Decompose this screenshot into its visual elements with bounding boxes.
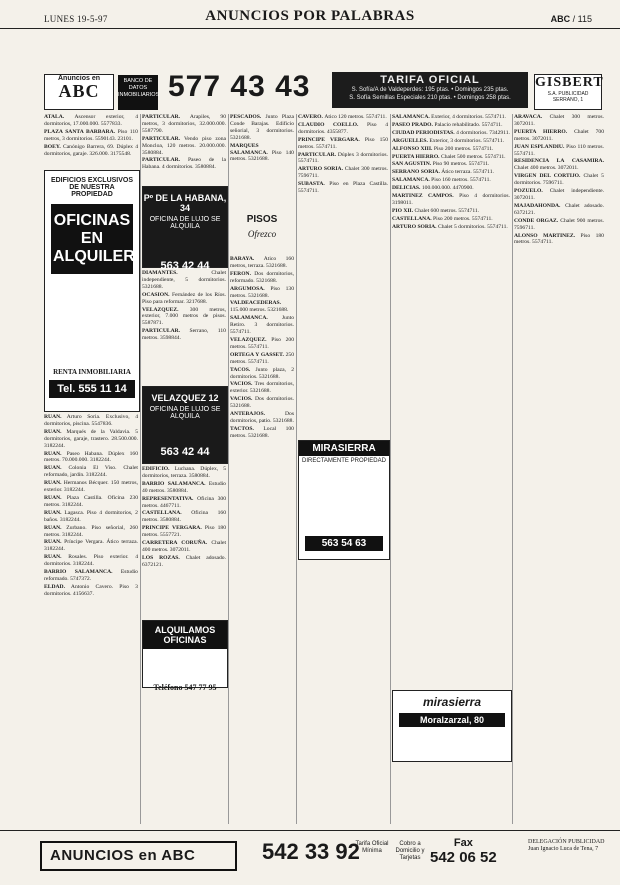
classified-listing bbox=[298, 166, 388, 180]
listing-keyword: BOEY. bbox=[44, 143, 61, 150]
column-divider bbox=[512, 114, 513, 824]
listing-text: Piso 200 metros. 5574711. bbox=[433, 145, 494, 152]
classified-listing bbox=[230, 114, 294, 142]
listing-keyword: ELDAD. bbox=[44, 583, 65, 590]
classified-listing bbox=[44, 129, 138, 143]
listing-text: 115.000 metros. 5321688. bbox=[230, 307, 289, 314]
footer-delegacion: DELEGACIÓN PUBLICIDAD Juan Ignacio Luca de Tena, 7 bbox=[528, 839, 605, 852]
listing-text: Chalet 300 metros. 3072011. bbox=[514, 114, 604, 127]
mirasierra2-title: mirasierra bbox=[422, 695, 482, 709]
listing-keyword: PIO XII. bbox=[392, 207, 414, 214]
listing-keyword: SALAMANCA. bbox=[392, 114, 430, 120]
listing-keyword: PLAZA SANTA BARBARA. bbox=[44, 128, 116, 135]
listing-text: Tres dormitorios, exterior. 5321688. bbox=[230, 381, 294, 395]
ofrezco-label: Ofrezco bbox=[247, 229, 277, 239]
habana-sub: OFICINA DE LUJO SE ALQUILA bbox=[149, 216, 221, 230]
gisbert-sub: S.A. PUBLICIDAD SERRANO, 1 bbox=[547, 91, 589, 103]
column-3b bbox=[230, 256, 294, 822]
abc-small: Anuncios en bbox=[57, 75, 100, 82]
listing-keyword: DELICIAS. bbox=[392, 185, 421, 192]
listing-keyword: SAN AGUSTIN. bbox=[392, 161, 432, 168]
listing-keyword: ARTURO SORIA. bbox=[392, 223, 437, 230]
listing-text: Estudio 40 metros. 3580884. bbox=[142, 480, 226, 494]
listing-text: Paseo de la Habana. 4 dormitorios. 3580884. bbox=[142, 157, 226, 171]
oficinas-label: OFICINAS EN ALQUILER bbox=[51, 204, 133, 274]
column-4 bbox=[298, 114, 388, 434]
classified-listing bbox=[142, 496, 226, 510]
tarifa-line1: S. Sofía/A de Valdeperdes: 195 ptas. • Domingos 235 ptas. bbox=[351, 87, 509, 93]
listing-keyword: PESCADOS. bbox=[230, 114, 262, 120]
velazquez-title: VELAZQUEZ 12 bbox=[151, 393, 219, 403]
velazquez-ad bbox=[142, 386, 228, 464]
listing-text: Oficina 160 metros. 3580884. bbox=[142, 510, 226, 524]
listing-text: Príncipe Vergara. Ático terraza. 3182244. bbox=[44, 539, 138, 553]
brand: ABC bbox=[550, 14, 571, 24]
classified-listing bbox=[142, 114, 226, 135]
main-phone: 577 43 43 bbox=[168, 70, 311, 103]
listing-keyword: ALONSO MARTINEZ. bbox=[514, 232, 576, 239]
listing-text: Exterior, 4 dormitorios. 5574711. bbox=[431, 114, 506, 120]
classified-listing bbox=[44, 414, 138, 428]
listing-keyword: POZUELO. bbox=[514, 188, 543, 195]
classified-listing bbox=[142, 292, 226, 306]
moralzarzal-label: Moralzarzal, 80 bbox=[399, 713, 505, 727]
fax-label: Fax bbox=[453, 837, 473, 849]
listing-keyword: PARTICULAR. bbox=[142, 135, 181, 142]
listing-keyword: VALDEACEDERAS. bbox=[230, 300, 282, 307]
listing-keyword: CONDE ORGAZ. bbox=[514, 217, 559, 224]
listing-keyword: CAVERO. bbox=[298, 114, 323, 120]
listing-text: Dos dormitorios, patio. 5321688. bbox=[230, 411, 294, 424]
listing-text: Piso en Plaza Castilla. 5574711. bbox=[298, 181, 388, 195]
classified-listing bbox=[514, 158, 604, 172]
listing-text: Dos dormitorios, reformado. 5321688. bbox=[230, 270, 294, 284]
classified-listing bbox=[44, 525, 138, 539]
listing-text: Chalet 5 dormitorios. 7596711. bbox=[514, 173, 604, 187]
tarifa-line2: S. Sofía Semillas Especiales 210 ptas. • Domingos 258 ptas. bbox=[349, 95, 511, 101]
listing-text: Serrano, 110 metros. 3598844. bbox=[142, 328, 226, 342]
classified-listing bbox=[142, 157, 226, 171]
listing-keyword: PARTICULAR. bbox=[142, 114, 181, 120]
listing-keyword: MAJADAHONDA. bbox=[514, 202, 561, 209]
classified-listing bbox=[230, 286, 294, 300]
classified-listing bbox=[392, 146, 510, 153]
classified-listing bbox=[514, 129, 604, 143]
listing-text: Plaza Castilla. Oficina 230 metros. 3182244. bbox=[44, 494, 138, 508]
alquilamos-title: ALQUILAMOS OFICINAS bbox=[143, 621, 227, 649]
classified-listing bbox=[392, 154, 510, 161]
listing-text: 300 metros, exterior, 7.000 metros de pisos. 5587871. bbox=[142, 306, 226, 327]
listing-text: Antonio Cavero. Piso 3 dormitorios. 4156637. bbox=[44, 583, 138, 597]
listing-text: Arturo Soria. Exclusivo, 4 dormitorios, piscina. 5547836. bbox=[44, 414, 138, 427]
listing-text: Rosales. Piso exterior. 4 dormitorios. 3182244. bbox=[44, 554, 138, 568]
listing-keyword: ORTEGA Y GASSET. bbox=[230, 351, 284, 358]
abc-logo-text: ABC bbox=[58, 81, 100, 101]
habana-ad bbox=[142, 186, 228, 272]
listing-text: 4 dormitorios. 7342911. bbox=[456, 129, 510, 136]
classified-listing bbox=[298, 122, 388, 136]
listing-text: Piso 150 metros. 5574711. bbox=[298, 136, 388, 150]
renta-label: RENTA INMOBILIARIA bbox=[53, 368, 131, 376]
classified-listing bbox=[44, 144, 138, 158]
alquilamos-tel: Teléfono 547 77 95 bbox=[153, 683, 217, 692]
classified-listing bbox=[298, 114, 388, 121]
velazquez-sub: OFICINA DE LUJO SE ALQUILA bbox=[149, 406, 221, 420]
listing-keyword: PARTICULAR. bbox=[298, 151, 337, 158]
listing-keyword: SUBASTA. bbox=[298, 181, 325, 188]
listing-text: Chalet adosado. 6372121. bbox=[142, 554, 226, 568]
classified-listing bbox=[44, 480, 138, 494]
pisos-label: PISOS bbox=[246, 214, 278, 225]
listing-text: Chalet 400 metros. 3072011. bbox=[142, 540, 226, 553]
listing-text: Ascensor exterior, 4 dormitorios, 17.000.000. 5577833. bbox=[44, 114, 138, 127]
listing-text: Vendo piso zona Moncloa, 120 metros. 20.000.000. 3580884. bbox=[142, 135, 226, 156]
footer-cobro: Cobro a Domicilio y Tarjetas bbox=[395, 841, 425, 861]
mirasierra-title: MIRASIERRA bbox=[299, 441, 389, 456]
listing-text: Piso 200 metros. 5574711. bbox=[230, 336, 294, 350]
classified-listing bbox=[230, 315, 294, 336]
classified-listing bbox=[142, 307, 226, 328]
listing-text: Oficina 300 metros. 4467711. bbox=[142, 495, 226, 509]
listing-keyword: MARTINEZ CAMPOS. bbox=[392, 193, 454, 200]
listing-keyword: RUAN. bbox=[44, 494, 62, 501]
listing-keyword: SALAMANCA. bbox=[230, 315, 268, 322]
listing-keyword: PARTICULAR. bbox=[142, 328, 181, 335]
column-5 bbox=[392, 114, 510, 674]
abc-logo bbox=[44, 74, 114, 110]
classified-listing bbox=[298, 181, 388, 195]
renta-tel: Tel. 555 11 14 bbox=[49, 380, 135, 398]
listing-keyword: TACTOS. bbox=[230, 425, 254, 432]
column-divider bbox=[390, 114, 391, 824]
classified-listing bbox=[392, 208, 510, 215]
listing-text: Dúplex 3 dormitorios. 5574711. bbox=[298, 151, 388, 165]
listing-text: Junto Retiro. 3 dormitorios. 5574711. bbox=[230, 315, 294, 336]
gisbert-logo bbox=[534, 74, 602, 110]
listing-text: Chalet 400 metros. 3072011. bbox=[514, 165, 579, 172]
mirasierra-ad bbox=[298, 440, 390, 560]
classified-listing bbox=[230, 411, 294, 425]
classified-listing bbox=[142, 555, 226, 569]
listing-keyword: BARAYA. bbox=[230, 256, 255, 262]
exclusivos-label: EDIFICIOS EXCLUSIVOS DE NUESTRA PROPIEDAD bbox=[50, 177, 134, 198]
listing-text: Chalet 300 metros. 7596711. bbox=[298, 166, 388, 180]
classified-listing bbox=[230, 352, 294, 366]
page-footer bbox=[0, 830, 620, 885]
listing-text: Chalet 5 dormitorios. 5574711. bbox=[437, 223, 508, 230]
listing-keyword: CARRETERA CORUÑA. bbox=[142, 540, 208, 547]
mirasierra2-ad bbox=[392, 690, 512, 762]
listing-text: Piso 90 metros. 5574711. bbox=[432, 161, 490, 168]
classified-listing bbox=[514, 144, 604, 158]
listing-keyword: RUAN. bbox=[44, 554, 62, 561]
classified-listing bbox=[514, 114, 604, 128]
listing-keyword: ATALA. bbox=[44, 114, 65, 120]
listing-text: Piso 160 metros. 5574711. bbox=[431, 177, 491, 184]
listing-text: Estudio reformado. 5747372. bbox=[44, 569, 138, 582]
listing-keyword: FERON. bbox=[230, 270, 251, 277]
listing-keyword: RUAN. bbox=[44, 539, 62, 546]
column-1 bbox=[44, 114, 138, 166]
listing-keyword: ARTURO SORIA. bbox=[298, 166, 343, 173]
listing-keyword: PUERTA HIERRO. bbox=[514, 128, 568, 135]
listing-text: Chalet independiente. 3072011. bbox=[514, 188, 604, 201]
listing-text: Piso 4 dormitorios. 4355877. bbox=[298, 121, 388, 135]
listing-keyword: SERRANO SORIA. bbox=[392, 169, 440, 176]
listing-keyword: ANTEBAJOS. bbox=[230, 411, 265, 418]
listing-text: Piso 130 metros. 5321688. bbox=[230, 285, 294, 299]
tarifa-box bbox=[332, 72, 528, 108]
listing-text: Piso 180 metros. 5574711. bbox=[514, 232, 604, 246]
classified-listing bbox=[230, 256, 294, 270]
page-date: LUNES 19-5-97 bbox=[44, 14, 108, 24]
classified-listing bbox=[392, 177, 510, 184]
listing-keyword: RESIDENCIA LA CASAMIRA. bbox=[514, 158, 604, 165]
listing-keyword: PASEO PRADO. bbox=[392, 121, 433, 128]
listing-keyword: PRINCIPE VERGARA. bbox=[142, 525, 202, 532]
listing-text: Marqués de la Valdavia. 5 dormitorios, garaje, trastero. 28.500.000. 3182244. bbox=[44, 428, 138, 449]
listing-text: Chalet 900 metros. 7596711. bbox=[514, 217, 604, 231]
gisbert-name: GISBERT bbox=[535, 75, 604, 90]
listing-keyword: ARGUELLES. bbox=[392, 137, 428, 144]
habana-tel: 563 42 44 bbox=[160, 260, 210, 272]
listing-text: Dos dormitorios. 5321688. bbox=[230, 396, 294, 410]
classified-listing bbox=[514, 218, 604, 232]
classified-listing bbox=[392, 193, 510, 207]
classified-listing bbox=[514, 233, 604, 247]
alquilamos-ad bbox=[142, 620, 228, 692]
pisos-ad bbox=[230, 214, 294, 250]
listing-keyword: VACIOS. bbox=[230, 396, 253, 403]
listing-text: Junto Plaza Conde Barajas. Edificio señorial, 3 dormitorios. 5321688. bbox=[230, 114, 294, 141]
listing-text: 100.000.000. 4470900. bbox=[421, 185, 474, 192]
listing-text: Lagasca. Piso 4 dormitorios, 2 baños. 3182244. bbox=[44, 509, 138, 523]
classified-listing bbox=[392, 130, 510, 137]
listing-text: Zurbano. Piso señorial, 260 metros. 3182244. bbox=[44, 524, 138, 538]
listing-text: Paseo Habana. Dúplex 160 metros. 70.000.000. 3182244. bbox=[44, 450, 138, 464]
listing-text: Chalet 500 metros. 5574711. bbox=[440, 153, 506, 160]
page-number-value: 115 bbox=[577, 14, 592, 24]
classified-listing bbox=[230, 143, 294, 164]
fax-number: 542 06 52 bbox=[430, 849, 497, 866]
listing-keyword: PUERTA HIERRO. bbox=[392, 153, 440, 160]
listing-text: Piso 110 metros, 3 dormitorios. 5590143. 23101. bbox=[44, 128, 138, 142]
classified-listing bbox=[514, 203, 604, 217]
column-2b bbox=[142, 270, 226, 380]
listing-text: 250 metros. 5574711. bbox=[230, 351, 294, 365]
listing-keyword: RUAN. bbox=[44, 480, 62, 487]
column-2c bbox=[142, 466, 226, 616]
listing-text: Luchana. Dúplex, 5 dormitorios, terraza. 3580884. bbox=[142, 466, 226, 479]
classified-listing bbox=[392, 122, 510, 129]
listing-keyword: BARRIO SALAMANCA. bbox=[142, 480, 206, 487]
listing-keyword: EDIFICIO. bbox=[142, 466, 170, 472]
classified-listing bbox=[142, 270, 226, 291]
column-1b bbox=[44, 414, 138, 822]
classified-listing bbox=[44, 510, 138, 524]
column-3 bbox=[230, 114, 294, 210]
listing-text: Piso 200 metros. 5574711. bbox=[433, 215, 493, 222]
column-divider bbox=[296, 114, 297, 824]
classified-listing bbox=[392, 224, 510, 231]
classified-listing bbox=[230, 337, 294, 351]
listing-keyword: PRINCIPE VERGARA. bbox=[298, 136, 360, 143]
column-divider bbox=[228, 114, 229, 824]
listing-keyword: RUAN. bbox=[44, 465, 62, 472]
listing-keyword: RUAN. bbox=[44, 428, 62, 435]
listing-keyword: VIRGEN DEL CORTIJO. bbox=[514, 173, 581, 180]
listing-keyword: MARQUES SALAMANCA. bbox=[230, 142, 268, 156]
classified-listing bbox=[230, 271, 294, 285]
section-title: ANUNCIOS POR PALABRAS bbox=[205, 8, 415, 24]
classified-listing bbox=[44, 114, 138, 128]
listing-text: Chalet adosado. 6372121. bbox=[514, 202, 604, 216]
page-header bbox=[0, 0, 620, 29]
classified-listing bbox=[230, 367, 294, 381]
classified-listing bbox=[142, 328, 226, 342]
listing-keyword: DIAMANTES. bbox=[142, 270, 178, 276]
classified-listing bbox=[142, 136, 226, 157]
listing-text: Piso 180 metros. 5557721. bbox=[142, 525, 226, 539]
listing-keyword: RUAN. bbox=[44, 509, 62, 516]
classified-listing bbox=[392, 161, 510, 168]
page-number: ABC / 115 bbox=[550, 14, 592, 24]
classified-listing bbox=[142, 525, 226, 539]
listing-keyword: RUAN. bbox=[44, 524, 62, 531]
listing-keyword: VELAZQUEZ. bbox=[142, 306, 179, 313]
listing-keyword: TACOS. bbox=[230, 366, 251, 373]
footer-anuncios: ANUNCIOS en ABC bbox=[40, 841, 237, 871]
listing-keyword: OCASION. bbox=[142, 291, 170, 298]
velazquez-tel: 563 42 44 bbox=[160, 446, 210, 458]
listing-text: Piso 110 metros. 5574711. bbox=[514, 143, 604, 157]
classified-listing bbox=[514, 188, 604, 202]
listing-keyword: VELAZQUEZ. bbox=[230, 336, 267, 343]
classified-listing bbox=[298, 152, 388, 166]
classified-listing bbox=[142, 481, 226, 495]
classified-listing bbox=[44, 554, 138, 568]
listing-keyword: CASTELLANA. bbox=[392, 215, 432, 222]
footer-phone: 542 33 92 bbox=[262, 839, 360, 864]
listing-keyword: SALAMANCA. bbox=[392, 177, 430, 184]
listing-text: Exterior, 3 dormitorios. 5574711. bbox=[429, 137, 505, 144]
classified-listing bbox=[142, 466, 226, 480]
listing-keyword: RUAN. bbox=[44, 450, 62, 457]
listing-keyword: ARGUMOSA. bbox=[230, 285, 265, 292]
listing-keyword: RUAN. bbox=[44, 414, 62, 420]
listing-keyword: BARRIO SALAMANCA. bbox=[44, 569, 113, 576]
listing-keyword: ARAVACA. bbox=[514, 114, 543, 120]
listing-text: Arapiles, 90 metros, 3 dormitorios, 32.000.000. 5587790. bbox=[142, 114, 226, 134]
listing-text: Ático terraza. 5574711. bbox=[441, 169, 494, 176]
classified-listing bbox=[230, 381, 294, 395]
oficinas-ad bbox=[44, 170, 140, 412]
listing-keyword: VACIOS. bbox=[230, 381, 253, 388]
listing-text: Piso 140 metros. 5321688. bbox=[230, 149, 294, 163]
column-2 bbox=[142, 114, 226, 182]
listing-text: Colonia El Viso. Chalet reformado, jardín. 3182244. bbox=[44, 465, 138, 479]
listing-keyword: CIUDAD PERIODISTAS. bbox=[392, 129, 455, 136]
classified-listing bbox=[230, 300, 294, 314]
classified-listing bbox=[44, 584, 138, 598]
listing-keyword: CASTELLANA. bbox=[142, 510, 182, 517]
classified-listing bbox=[44, 429, 138, 450]
listing-text: Ático 120 metros. 5574711. bbox=[324, 114, 387, 120]
classified-listing bbox=[142, 510, 226, 524]
listing-text: Hermanos Bécquer. 150 metros, exterior. 3182244. bbox=[44, 480, 138, 494]
listing-keyword: LOS ROZAS. bbox=[142, 554, 180, 561]
mirasierra-sub: DIRECTAMENTE PROPIEDAD bbox=[302, 458, 386, 464]
classified-listing bbox=[298, 137, 388, 151]
tarifa-title: TARIFA OFICIAL bbox=[380, 74, 480, 86]
classified-listing bbox=[230, 426, 294, 440]
classified-listing bbox=[44, 465, 138, 479]
mirasierra-tel: 563 54 63 bbox=[305, 536, 383, 551]
classified-listing bbox=[392, 169, 510, 176]
classified-listing bbox=[142, 540, 226, 554]
classified-listing bbox=[44, 495, 138, 509]
classified-listing bbox=[44, 539, 138, 553]
listing-text: Palacio rehabilitado. 5574711. bbox=[434, 121, 503, 128]
listing-keyword: ALFONSO XIII. bbox=[392, 145, 433, 152]
listing-text: Canónigo Barrera, 69. Dúplex 4 dormitorios, garaje. 326.000. 3175548. bbox=[44, 143, 138, 157]
classified-listing bbox=[230, 396, 294, 410]
column-divider bbox=[140, 114, 141, 824]
listing-text: Chalet 700 metros. 3072011. bbox=[514, 128, 604, 142]
listing-text: Local 100 metros. 5321688. bbox=[230, 425, 294, 439]
listing-text: Fernández de los Ríos. Piso para reformar. 3217688. bbox=[142, 291, 226, 305]
listing-keyword: JUAN ESPLANDIU. bbox=[514, 143, 565, 150]
classified-listing bbox=[514, 173, 604, 187]
listing-keyword: PARTICULAR. bbox=[142, 157, 181, 164]
listing-keyword: REPRESENTATIVA. bbox=[142, 495, 194, 502]
classified-listing bbox=[392, 185, 510, 192]
oficinas-body bbox=[45, 278, 139, 368]
classified-listing bbox=[44, 569, 138, 583]
classified-listing bbox=[392, 114, 510, 121]
classified-listing bbox=[392, 216, 510, 223]
listing-text: Junto plaza, 2 dormitorios. 5321688. bbox=[230, 366, 294, 380]
listing-keyword: CLAUDIO COELLO. bbox=[298, 121, 359, 128]
classified-listing bbox=[392, 138, 510, 145]
habana-title: Pº DE LA HABANA, 34 bbox=[143, 193, 227, 213]
listing-text: Chalet 600 metros. 5574711. bbox=[414, 207, 480, 214]
listing-text: Ático 160 metros, terraza. 5321688. bbox=[230, 256, 294, 269]
classified-listing bbox=[44, 451, 138, 465]
column-6 bbox=[514, 114, 604, 822]
bank-badge: BANCO DE DATOS INMOBILIARIOS bbox=[118, 75, 158, 110]
footer-fax bbox=[430, 837, 497, 866]
footer-tarifa: Tarifa Oficial Mínima bbox=[355, 841, 389, 854]
listing-text: Chalet independiente, 5 dormitorios. 5321688. bbox=[142, 270, 226, 290]
listing-text: Piso 4 dormitorios. 3198011. bbox=[392, 193, 510, 206]
